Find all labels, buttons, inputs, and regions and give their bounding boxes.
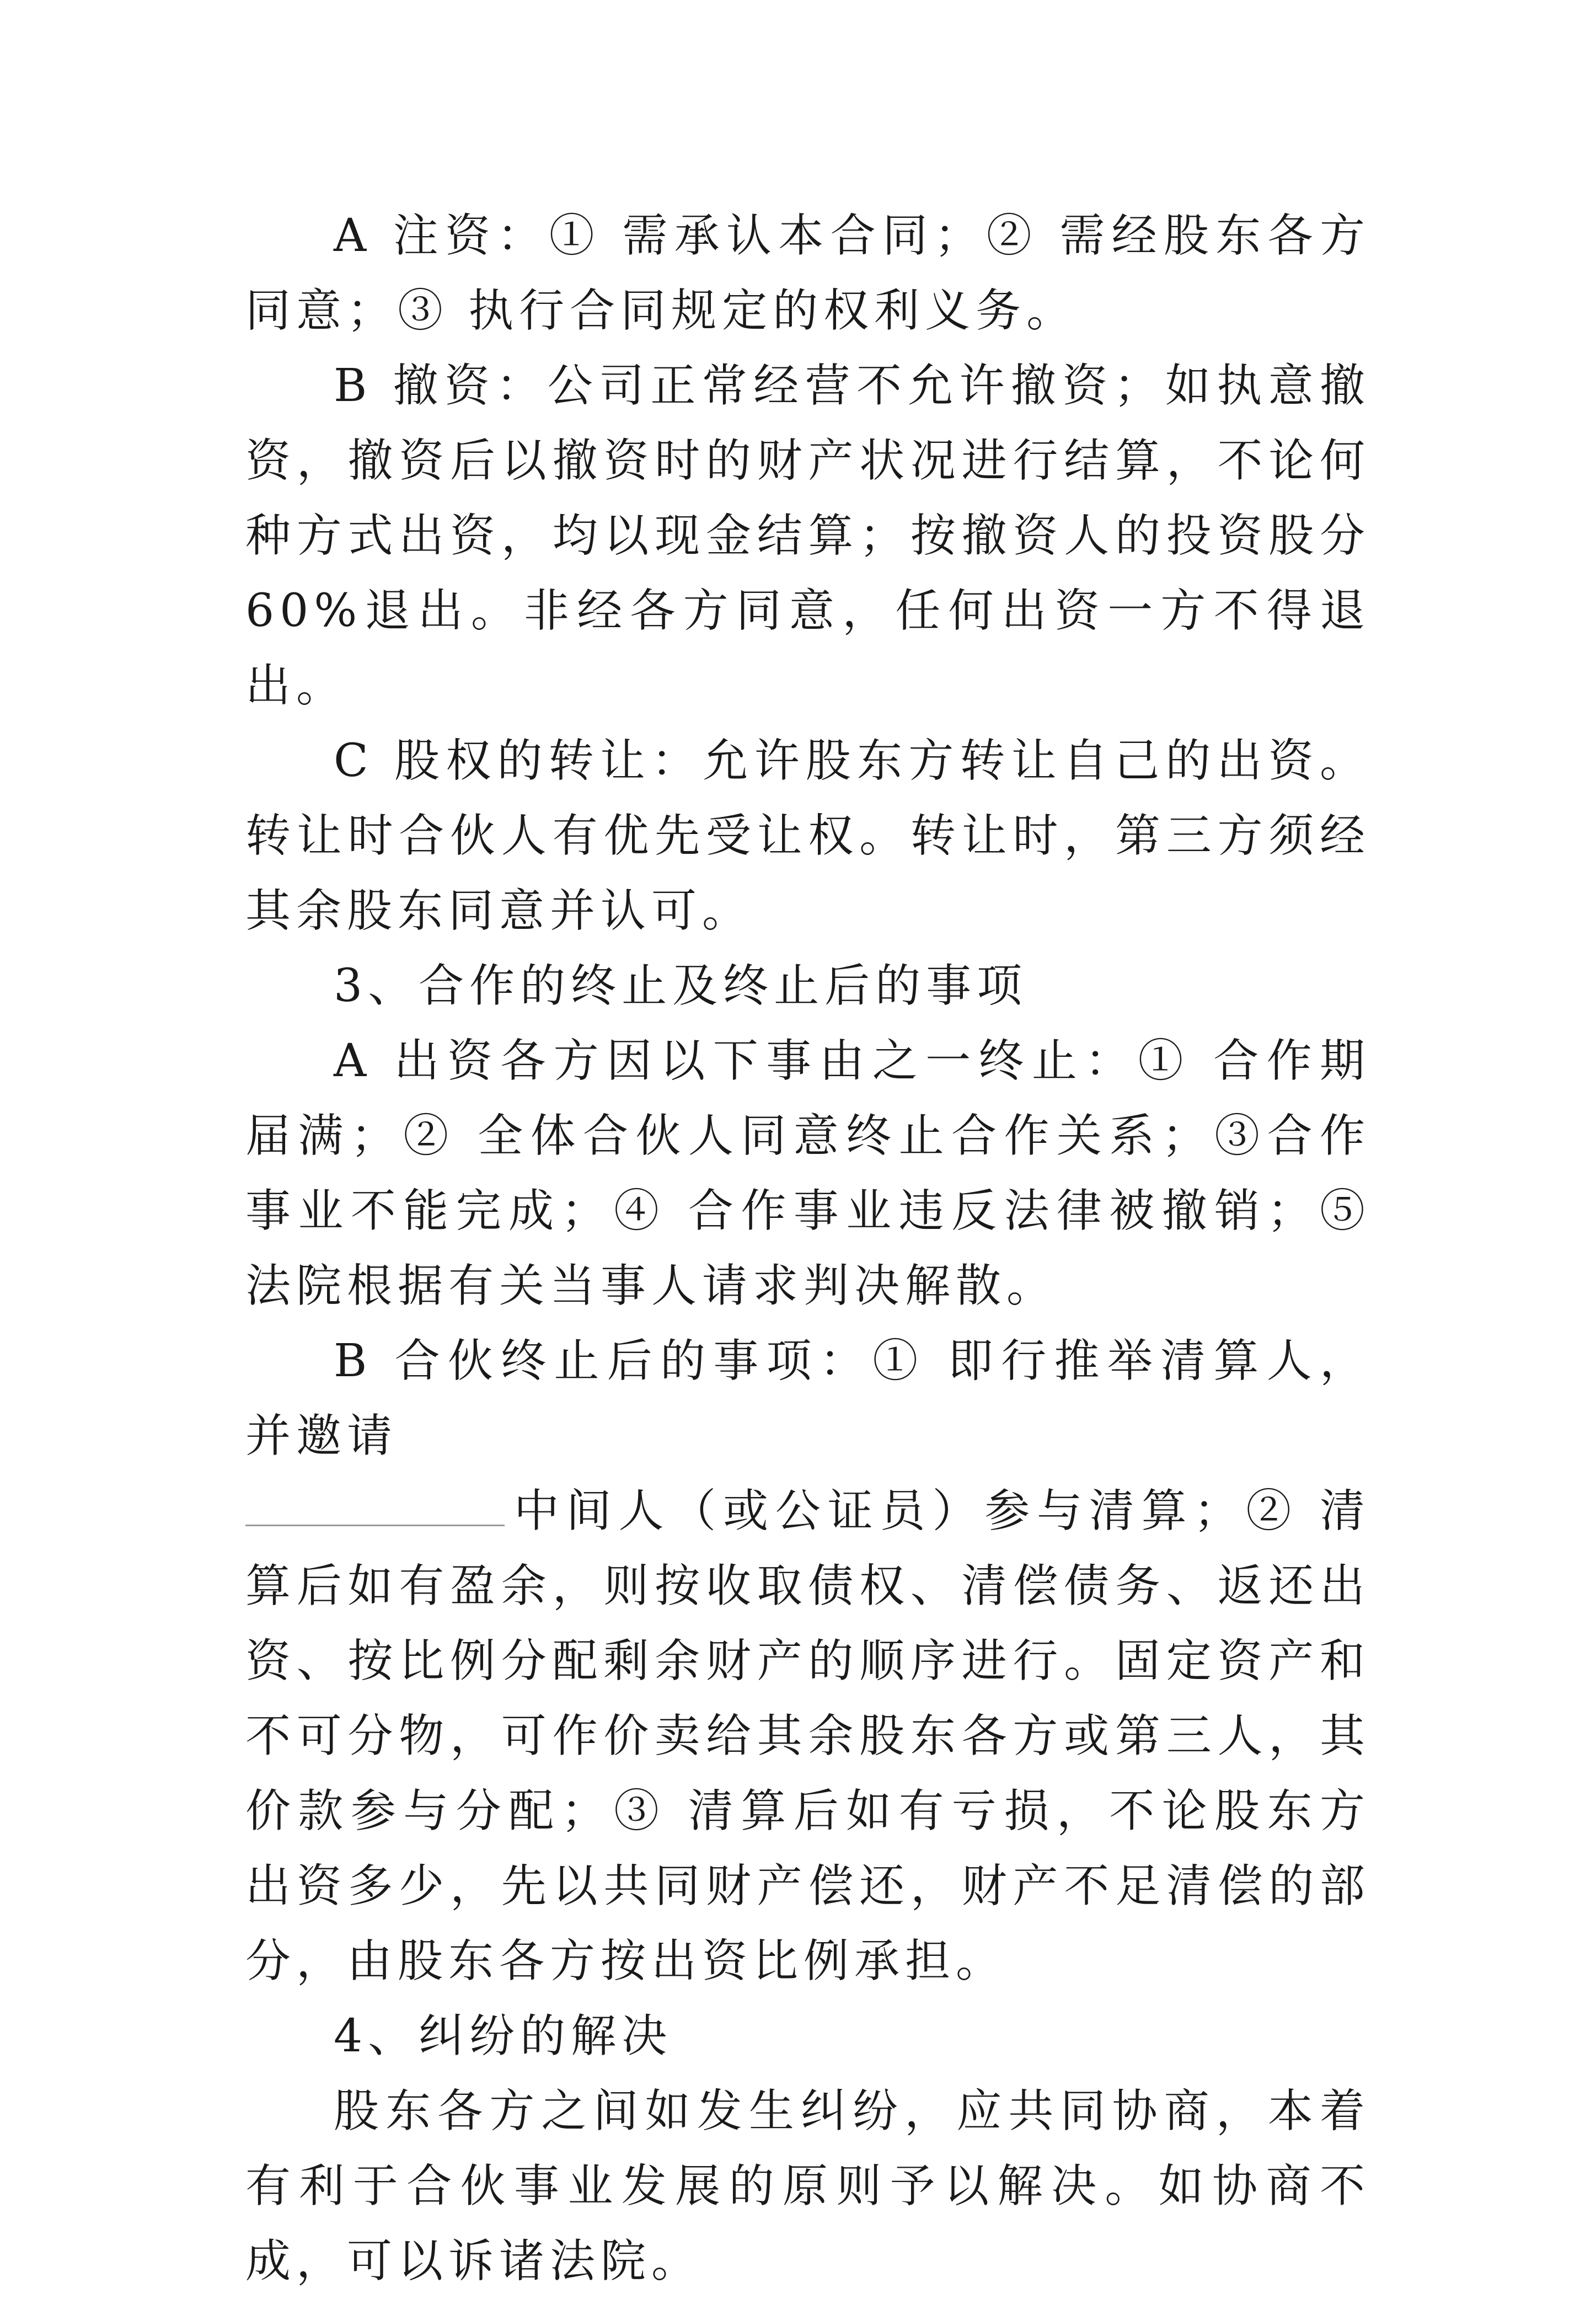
paragraph-termination-reasons: A 出资各方因以下事由之一终止：① 合作期届满；② 全体合伙人同意终止合作关系；③合作事业不能完成；④ 合作事业违反法律被撤销；⑤ 法院根据有关当事人请求判决解散。: [245, 1035, 1370, 1312]
fill-in-blank-line: [245, 1480, 505, 1526]
paragraph-capital-withdrawal: B 撤资：公司正常经营不允许撤资；如执意撤资，撤资后以撤资时的财产状况进行结算，不论何种方式出资，均以现金结算；按撤资人的投资股分 60%退出。非经各方同意，任何出资一方不得退出。: [245, 360, 1370, 712]
section-heading-dispute: 4、纠纷的解决: [334, 2010, 673, 2062]
paragraph-post-termination: [245, 1324, 1370, 1999]
post-termination-first-line: B 合伙终止后的事项：① 即行推举清算人，并邀请: [245, 1335, 1370, 1462]
paragraph-equity-transfer: C 股权的转让：允许股东方转让自己的出资。转让时合伙人有优先受让权。转让时，第三方须经其余股东同意并认可。: [245, 735, 1370, 937]
paragraph-dispute-resolution: 股东各方之间如发生纠纷，应共同协商，本着有利于合伙事业发展的原则予以解决。如协商不成，可以诉诸法院。: [245, 2085, 1370, 2287]
paragraph-capital-injection: A 注资：① 需承认本合同；② 需经股东各方同意；③ 执行合同规定的权利义务。: [245, 210, 1370, 337]
document-body: [245, 199, 1370, 2299]
post-termination-rest: 中间人（或公证员）参与清算；② 清算后如有盈余，则按收取债权、清偿债务、返还出资、按比例分配剩余财产的顺序进行。固定资产和不可分物，可作价卖给其余股东各方或第三人，其价款参与分配；③ 清算后如有亏损，不论股东方出资多少，先以共同财产偿还，财产不足清偿的部分，由股东各方按出资比例承担。: [245, 1485, 1370, 1987]
section-heading-termination: 3、合作的终止及终止后的事项: [334, 960, 1028, 1012]
